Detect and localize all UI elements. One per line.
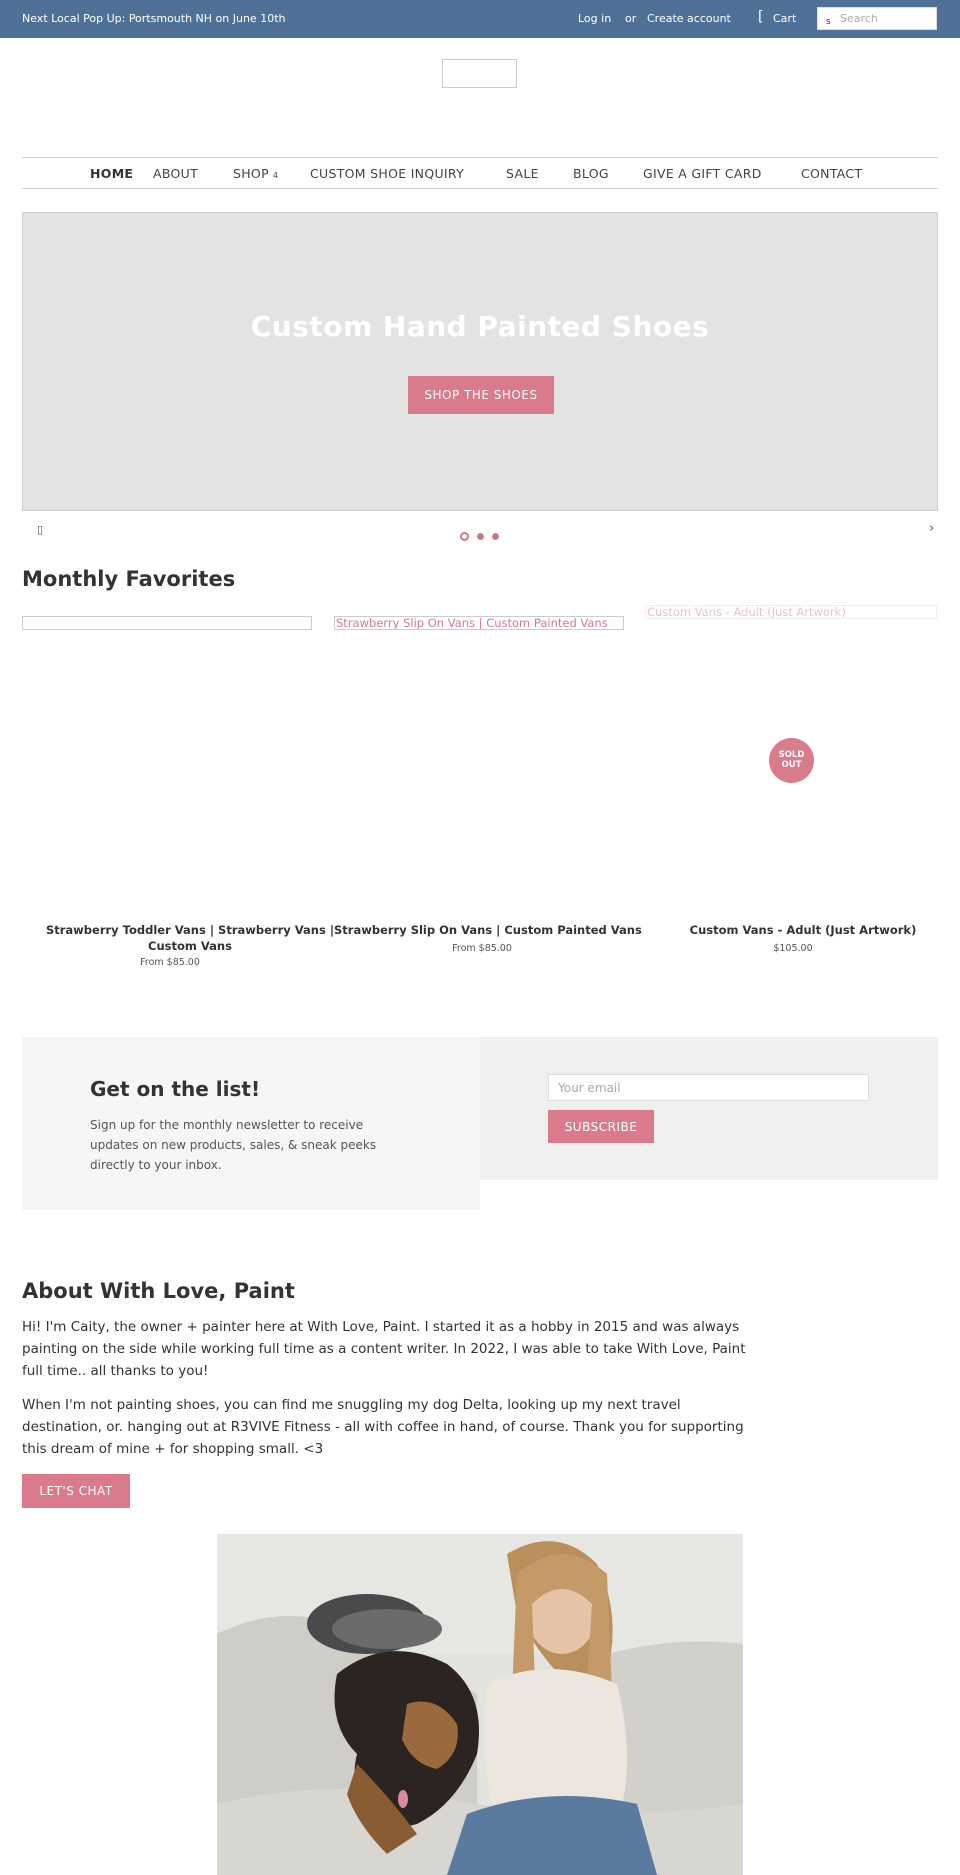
nav-blog[interactable]: BLOG xyxy=(573,166,609,181)
nav-contact[interactable]: CONTACT xyxy=(801,166,863,181)
search-input[interactable] xyxy=(840,10,934,27)
owner-with-dog-photo xyxy=(217,1534,743,1875)
site-logo[interactable] xyxy=(442,59,517,88)
product-title[interactable]: Strawberry Slip On Vans | Custom Painted Vans xyxy=(334,923,642,937)
slider-dots xyxy=(460,526,507,536)
product-image[interactable]: Custom Vans - Adult (Just Artwork) xyxy=(645,605,937,619)
product-image[interactable] xyxy=(22,616,312,630)
slide-dot-1[interactable] xyxy=(460,532,469,541)
shop-the-shoes-button[interactable]: SHOP THE SHOES xyxy=(408,376,554,414)
newsletter-title: Get on the list! xyxy=(90,1077,261,1101)
sold-out-badge xyxy=(769,738,814,783)
product-title[interactable]: Strawberry Toddler Vans | Strawberry Vans | Custom Vans xyxy=(45,923,335,953)
nav-about[interactable]: ABOUT xyxy=(153,166,199,181)
search-box[interactable] xyxy=(817,7,937,30)
nav-home[interactable]: HOME xyxy=(90,166,134,181)
product-image[interactable]: Strawberry Slip On Vans | Custom Painted Vans xyxy=(334,616,624,630)
lets-chat-button[interactable]: LET'S CHAT xyxy=(22,1474,130,1508)
product-title[interactable]: Custom Vans - Adult (Just Artwork) xyxy=(689,923,917,937)
cart-link[interactable]: Cart xyxy=(773,12,797,25)
product-price: $105.00 xyxy=(773,943,813,954)
newsletter-text: Sign up for the monthly newsletter to receive updates on new products, sales, & sneak peeks directly to your inbox. xyxy=(90,1118,377,1172)
nav-custom-shoe-inquiry[interactable]: CUSTOM SHOE INQUIRY xyxy=(310,166,465,181)
slider-prev-icon[interactable]: ▯ xyxy=(37,523,44,536)
login-link[interactable]: Log in xyxy=(578,12,612,25)
nav-shop-label: SHOP xyxy=(233,166,269,181)
about-paragraph-2: When I'm not painting shoes, you can find me snuggling my dog Delta, looking up my next travel destination, or. hanging out at R3VIVE Fitness - all with coffee in hand, of course. Thank you for supporting this dream of mine + for shopping small. <3 xyxy=(22,1397,744,1457)
hero-slideshow xyxy=(22,212,938,511)
badge-line: SOLD xyxy=(778,750,805,760)
favorites-title: Monthly Favorites xyxy=(22,567,236,591)
newsletter-info xyxy=(22,1037,480,1210)
promo-text: Next Local Pop Up: Portsmouth NH on June 10th xyxy=(22,12,286,25)
hero-title: Custom Hand Painted Shoes xyxy=(250,310,710,343)
cart-icon[interactable]: [ xyxy=(758,9,764,25)
slide-dot-3[interactable] xyxy=(492,533,499,540)
product-price: From $85.00 xyxy=(140,957,200,968)
subscribe-button[interactable]: SUBSCRIBE xyxy=(548,1110,654,1143)
nav-gift-card[interactable]: GIVE A GIFT CARD xyxy=(643,166,762,181)
or-text: or xyxy=(625,12,637,25)
announcement-bar xyxy=(0,0,960,38)
slider-next-icon[interactable]: › xyxy=(929,521,935,536)
about-paragraph-1: Hi! I'm Caity, the owner + painter here at With Love, Paint. I started it as a hobby in 2015 and was always painting on the side while working full time as a content writer. In 2022, I was able to take With Love, Paint full time.. all thanks to you! xyxy=(22,1319,746,1379)
search-icon[interactable]: s xyxy=(826,17,831,27)
badge-line: OUT xyxy=(781,760,802,770)
about-title: About With Love, Paint xyxy=(22,1279,295,1303)
newsletter-form xyxy=(480,1037,938,1180)
chevron-down-icon: 4 xyxy=(272,171,279,180)
email-field[interactable] xyxy=(548,1074,869,1101)
create-account-link[interactable]: Create account xyxy=(647,12,731,25)
nav-shop[interactable] xyxy=(233,166,278,181)
main-nav xyxy=(22,157,938,189)
product-price: From $85.00 xyxy=(452,943,512,954)
nav-sale[interactable]: SALE xyxy=(506,166,539,181)
slide-dot-2[interactable] xyxy=(477,533,484,540)
